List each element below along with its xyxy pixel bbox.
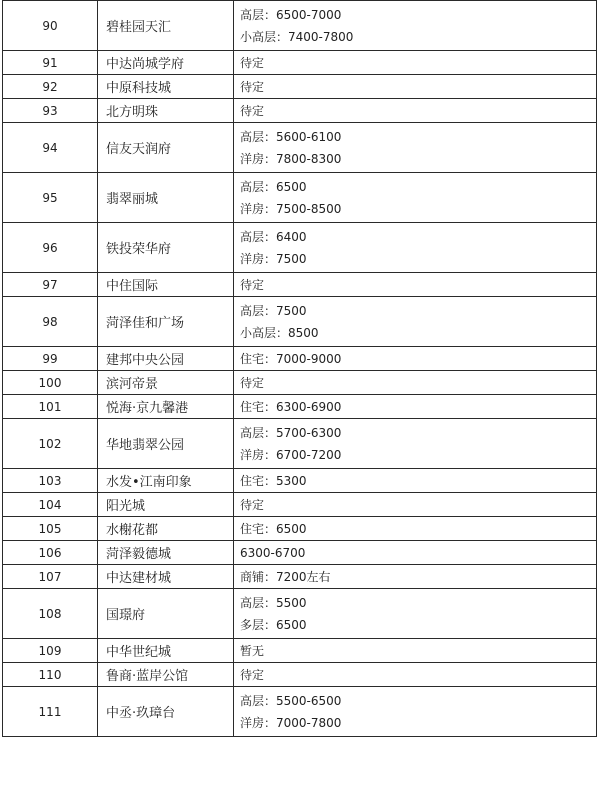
project-name: 中华世纪城	[98, 639, 234, 663]
price-cell	[234, 541, 597, 565]
price-line: 小高层：8500	[240, 325, 319, 340]
price-line: 住宅：6300-6900	[240, 399, 342, 414]
project-name: 北方明珠	[98, 99, 234, 123]
table-row	[3, 371, 597, 395]
price-table	[2, 0, 597, 737]
table-row	[3, 123, 597, 173]
price-cell	[234, 75, 597, 99]
row-number: 109	[3, 639, 98, 663]
project-name: 国璟府	[98, 589, 234, 639]
table-row	[3, 347, 597, 371]
price-cell	[234, 173, 597, 223]
price-line: 高层：6500	[240, 179, 307, 194]
row-number: 99	[3, 347, 98, 371]
price-line: 住宅：7000-9000	[240, 351, 342, 366]
price-line: 住宅：6500	[240, 521, 307, 536]
row-number: 95	[3, 173, 98, 223]
project-name: 翡翠丽城	[98, 173, 234, 223]
price-cell	[234, 419, 597, 469]
price-cell	[234, 517, 597, 541]
price-cell	[234, 371, 597, 395]
price-cell	[234, 1, 597, 51]
project-name: 建邦中央公园	[98, 347, 234, 371]
project-name: 中达尚城学府	[98, 51, 234, 75]
row-number: 110	[3, 663, 98, 687]
table-row	[3, 493, 597, 517]
price-cell	[234, 565, 597, 589]
table-row	[3, 639, 597, 663]
table-row	[3, 663, 597, 687]
price-line: 高层：5700-6300	[240, 425, 342, 440]
table-row	[3, 395, 597, 419]
price-line: 6300-6700	[240, 545, 306, 560]
price-line: 多层：6500	[240, 617, 307, 632]
row-number: 108	[3, 589, 98, 639]
table-row	[3, 99, 597, 123]
row-number: 92	[3, 75, 98, 99]
price-line: 高层：6500-7000	[240, 7, 342, 22]
price-cell	[234, 99, 597, 123]
table-row	[3, 173, 597, 223]
row-number: 98	[3, 297, 98, 347]
row-number: 93	[3, 99, 98, 123]
price-line: 小高层：7400-7800	[240, 29, 354, 44]
price-line: 待定	[240, 497, 265, 512]
price-cell	[234, 347, 597, 371]
price-line: 待定	[240, 103, 265, 118]
price-cell	[234, 223, 597, 273]
table-row	[3, 223, 597, 273]
project-name: 菏泽毅德城	[98, 541, 234, 565]
price-table-body	[3, 1, 597, 737]
table-row	[3, 1, 597, 51]
price-cell	[234, 51, 597, 75]
price-cell	[234, 123, 597, 173]
row-number: 111	[3, 687, 98, 737]
price-cell	[234, 639, 597, 663]
project-name: 信友天润府	[98, 123, 234, 173]
row-number: 96	[3, 223, 98, 273]
project-name: 碧桂园天汇	[98, 1, 234, 51]
project-name: 滨河帝景	[98, 371, 234, 395]
row-number: 106	[3, 541, 98, 565]
price-line: 高层：7500	[240, 303, 307, 318]
price-line: 待定	[240, 55, 265, 70]
row-number: 90	[3, 1, 98, 51]
table-row	[3, 469, 597, 493]
price-cell	[234, 687, 597, 737]
project-name: 水发•江南印象	[98, 469, 234, 493]
row-number: 105	[3, 517, 98, 541]
table-row	[3, 419, 597, 469]
price-cell	[234, 663, 597, 687]
price-line: 高层：5500	[240, 595, 307, 610]
price-line: 高层：5600-6100	[240, 129, 342, 144]
table-row	[3, 75, 597, 99]
price-cell	[234, 493, 597, 517]
project-name: 中住国际	[98, 273, 234, 297]
project-name: 水榭花都	[98, 517, 234, 541]
price-line: 待定	[240, 79, 265, 94]
table-row	[3, 517, 597, 541]
row-number: 91	[3, 51, 98, 75]
table-row	[3, 589, 597, 639]
price-cell	[234, 297, 597, 347]
project-name: 阳光城	[98, 493, 234, 517]
row-number: 100	[3, 371, 98, 395]
price-cell	[234, 469, 597, 493]
project-name: 华地翡翠公园	[98, 419, 234, 469]
price-cell	[234, 273, 597, 297]
row-number: 101	[3, 395, 98, 419]
project-name: 菏泽佳和广场	[98, 297, 234, 347]
project-name: 中丞·玖璋台	[98, 687, 234, 737]
price-line: 洋房：7800-8300	[240, 151, 342, 166]
project-name: 鲁商·蓝岸公馆	[98, 663, 234, 687]
price-cell	[234, 589, 597, 639]
project-name: 悦海·京九馨港	[98, 395, 234, 419]
table-row	[3, 273, 597, 297]
price-line: 洋房：7000-7800	[240, 715, 342, 730]
row-number: 107	[3, 565, 98, 589]
project-name: 铁投荣华府	[98, 223, 234, 273]
project-name: 中原科技城	[98, 75, 234, 99]
price-cell	[234, 395, 597, 419]
price-line: 洋房：7500	[240, 251, 307, 266]
row-number: 97	[3, 273, 98, 297]
project-name: 中达建材城	[98, 565, 234, 589]
price-line: 待定	[240, 277, 265, 292]
row-number: 103	[3, 469, 98, 493]
price-line: 洋房：7500-8500	[240, 201, 342, 216]
price-line: 暂无	[240, 643, 265, 658]
row-number: 104	[3, 493, 98, 517]
table-row	[3, 565, 597, 589]
table-row	[3, 51, 597, 75]
price-line: 洋房：6700-7200	[240, 447, 342, 462]
table-row	[3, 297, 597, 347]
price-line: 高层：6400	[240, 229, 307, 244]
price-line: 高层：5500-6500	[240, 693, 342, 708]
price-line: 待定	[240, 667, 265, 682]
table-row	[3, 687, 597, 737]
row-number: 94	[3, 123, 98, 173]
row-number: 102	[3, 419, 98, 469]
price-line: 商铺：7200左右	[240, 569, 331, 584]
price-line: 待定	[240, 375, 265, 390]
price-line: 住宅：5300	[240, 473, 307, 488]
table-row	[3, 541, 597, 565]
